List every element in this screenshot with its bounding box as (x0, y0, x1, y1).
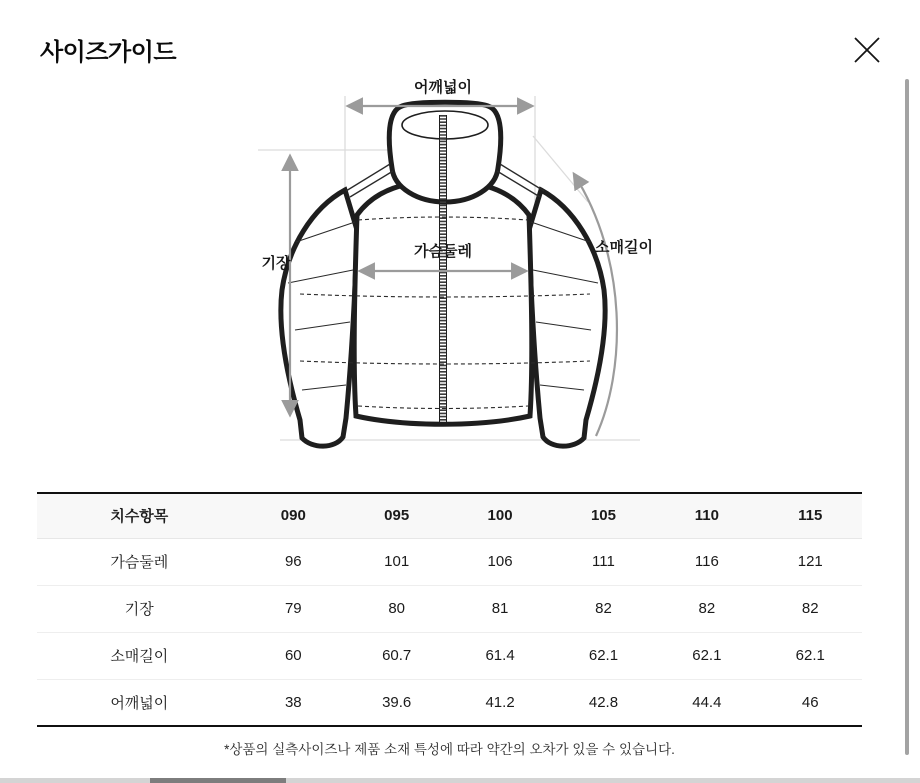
size-value: 62.1 (552, 632, 655, 679)
size-table-wrap (37, 492, 862, 727)
close-icon (850, 33, 884, 67)
horizontal-scrollbar[interactable] (0, 778, 920, 783)
jacket-illustration (240, 70, 710, 472)
row-label: 소매길이 (37, 632, 242, 679)
size-value: 82 (759, 585, 862, 632)
size-value: 42.8 (588, 693, 619, 711)
size-value: 82 (655, 585, 758, 632)
sleeve-length-label: 소매길이 (595, 239, 653, 256)
size-table-body (37, 538, 862, 726)
size-value: 116 (655, 538, 758, 585)
close-button[interactable] (850, 33, 884, 67)
horizontal-scrollbar-thumb[interactable] (150, 778, 286, 783)
size-value: 61.4 (448, 632, 551, 679)
size-table-header-row (37, 493, 862, 538)
col-header-size: 115 (759, 493, 862, 538)
vertical-scrollbar[interactable] (905, 0, 909, 778)
size-value: 111 (552, 538, 655, 585)
size-value: 106 (448, 538, 551, 585)
size-value: 101 (345, 538, 448, 585)
size-value: 121 (759, 538, 862, 585)
row-label: 기장 (37, 585, 242, 632)
page-title: 사이즈가이드 (40, 39, 177, 66)
footnote: *상품의 실측사이즈나 제품 소재 특성에 따라 약간의 오차가 있을 수 있습니다. (224, 742, 675, 757)
shoulder-width-label: 어깨넓이 (414, 79, 472, 96)
size-value: 96 (242, 538, 345, 585)
table-row (37, 679, 862, 726)
table-row (37, 585, 862, 632)
size-value: 62.1 (655, 632, 758, 679)
length-label: 기장 (261, 255, 291, 272)
row-label: 가슴둘레 (37, 538, 242, 585)
vertical-scrollbar-thumb[interactable] (905, 79, 909, 755)
size-value: 38 (284, 693, 302, 711)
size-value: 46 (801, 693, 819, 711)
col-header-size: 105 (552, 493, 655, 538)
col-header-size: 095 (345, 493, 448, 538)
size-value: 79 (242, 585, 345, 632)
size-value: 81 (448, 585, 551, 632)
size-value: 62.1 (759, 632, 862, 679)
col-header-size: 090 (242, 493, 345, 538)
size-value: 39.6 (382, 693, 412, 711)
size-table (37, 492, 862, 727)
size-value: 82 (552, 585, 655, 632)
table-row (37, 538, 862, 585)
col-header-size: 100 (448, 493, 551, 538)
size-value: 44.4 (692, 693, 722, 711)
col-header-size: 110 (655, 493, 758, 538)
chest-label: 가슴둘레 (414, 243, 472, 260)
size-value: 60.7 (345, 632, 448, 679)
row-label: 어깨넓이 (110, 694, 169, 712)
size-value: 60 (242, 632, 345, 679)
table-row (37, 632, 862, 679)
size-value: 80 (345, 585, 448, 632)
jacket-diagram (240, 70, 710, 472)
col-header-item: 치수항목 (37, 493, 242, 538)
size-value: 41.2 (485, 693, 515, 711)
